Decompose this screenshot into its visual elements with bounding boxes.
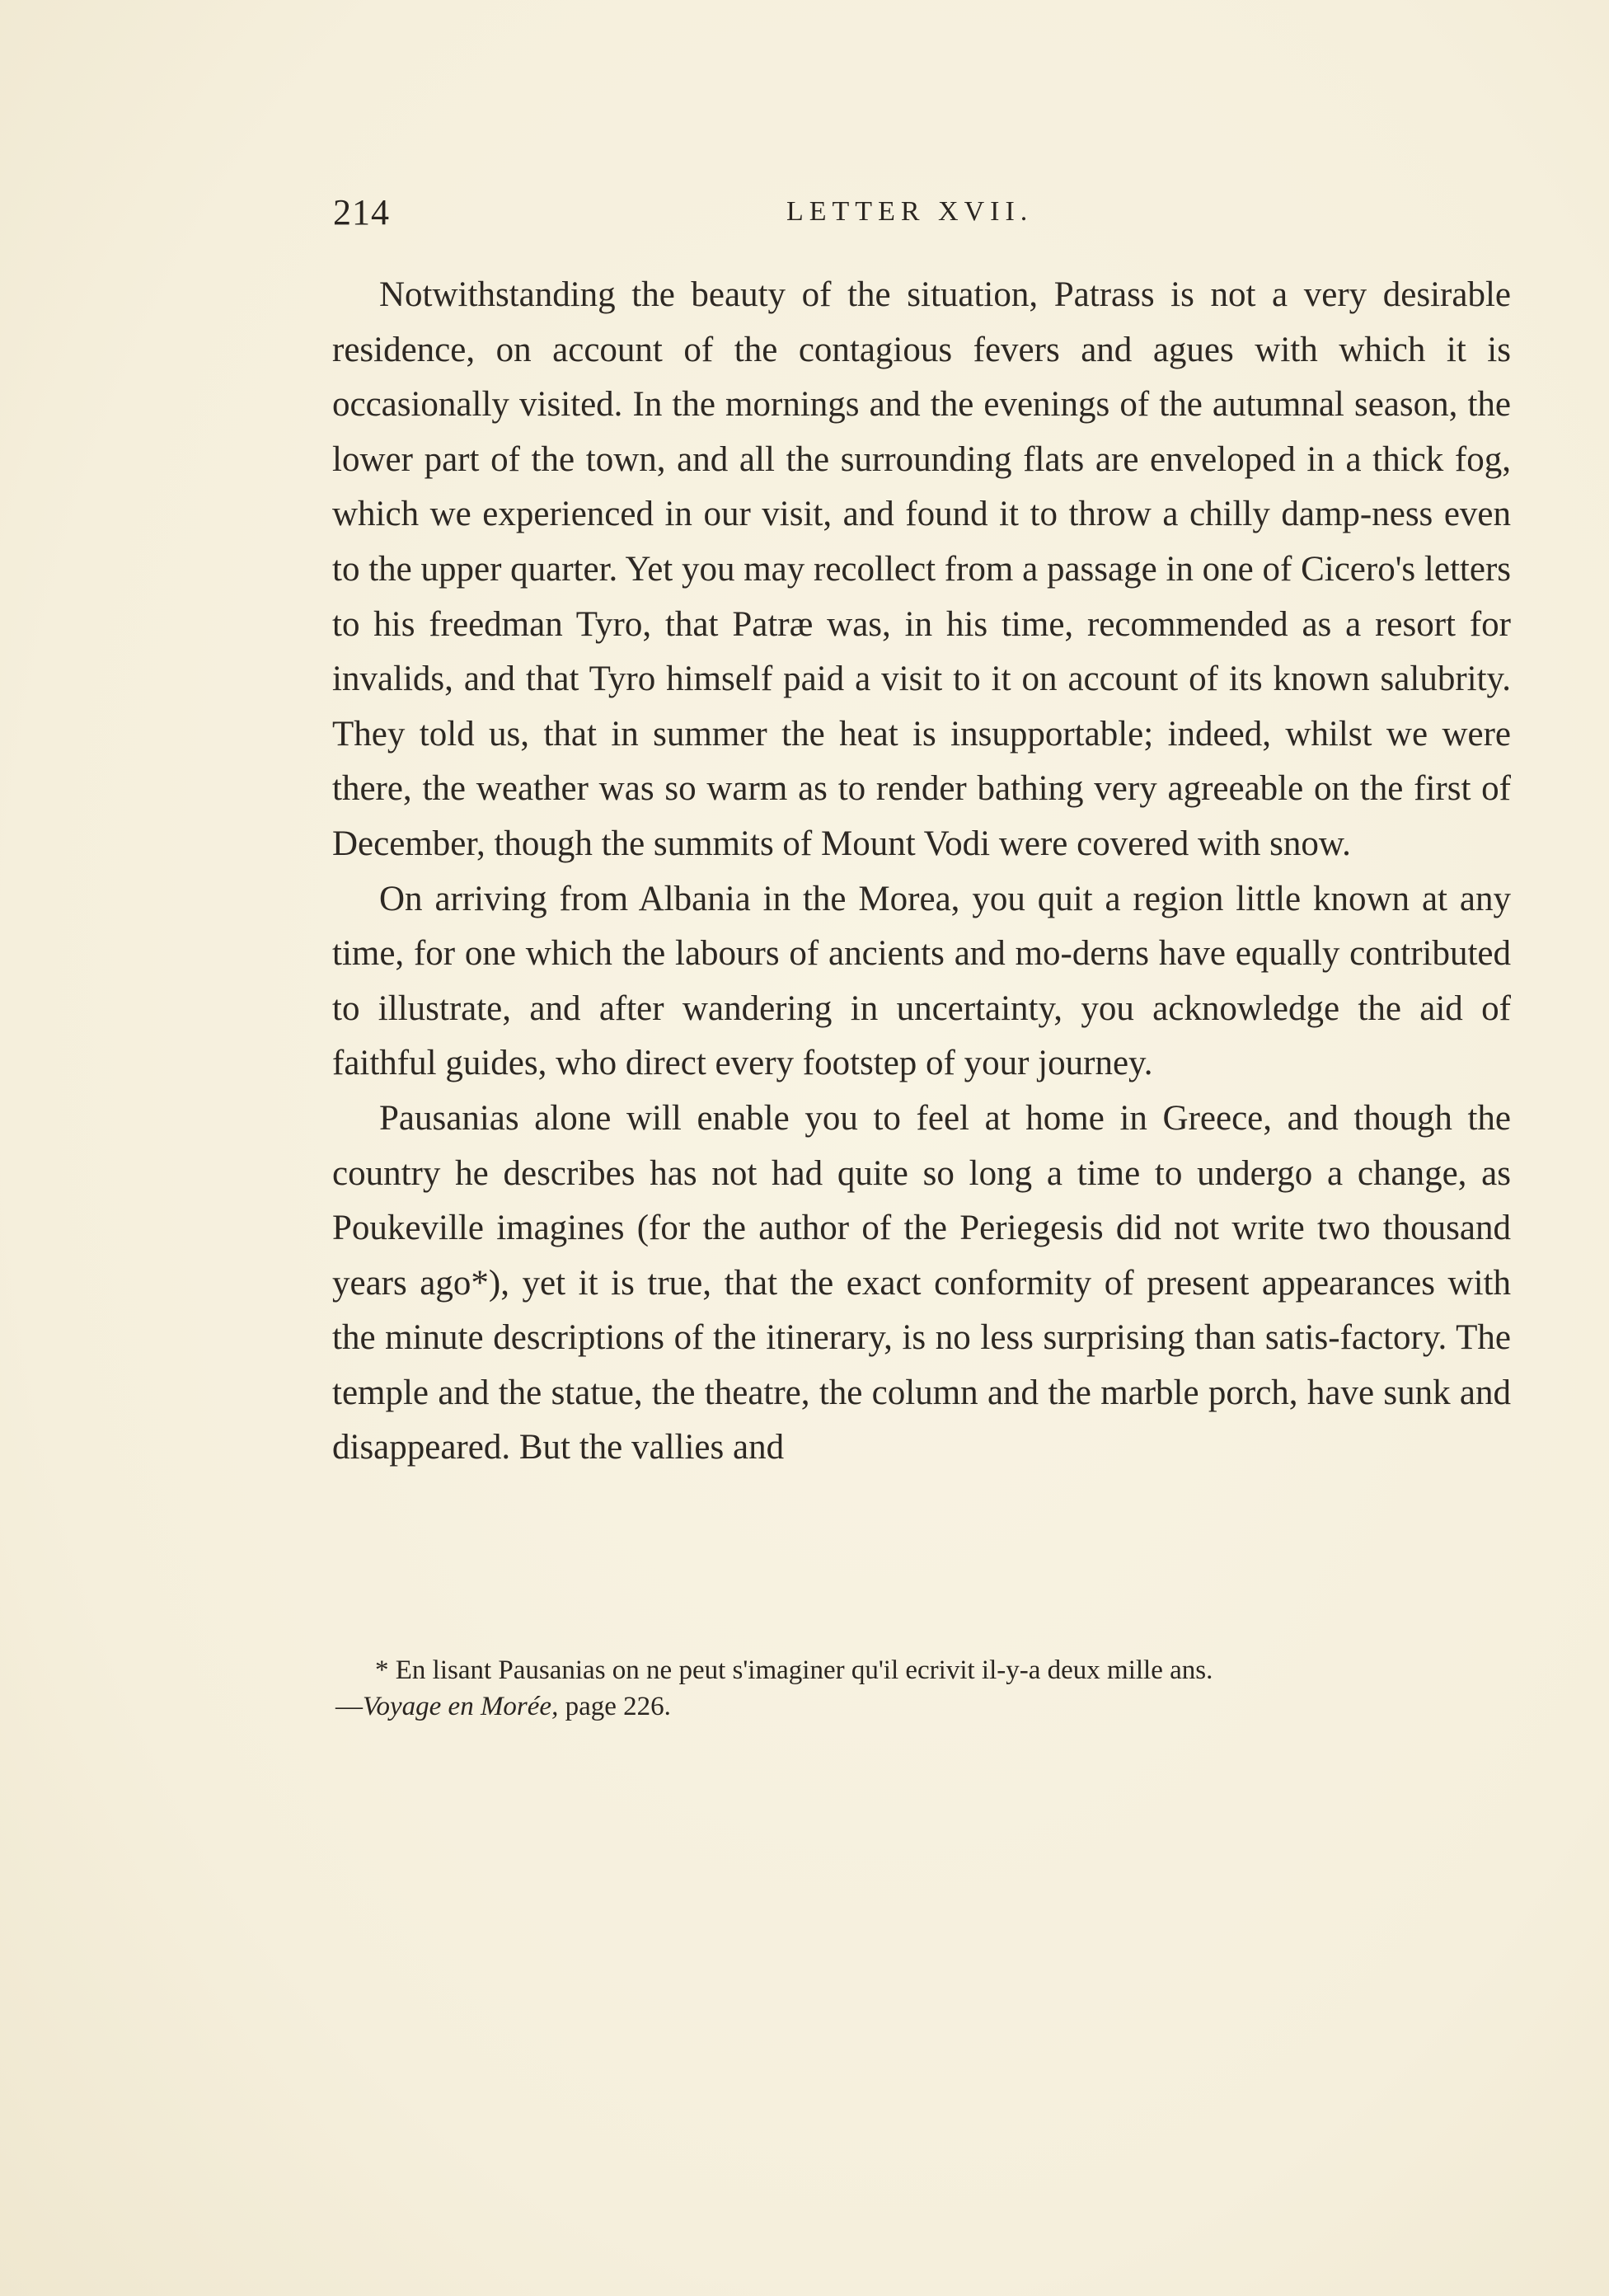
footnote-source-title: Voyage en Morée, [363,1692,559,1721]
footnote-reference [335,1688,1514,1725]
footnote-text-line [335,1652,1514,1688]
page-number: 214 [333,192,390,232]
paragraph: Pausanias alone will enable you to feel at home in Greece, and though the country he describes has not had quite so long a time to undergo a change, as Poukeville imagines (for the author of the Periegesis did not write two thousand years ago*), yet it is true, that the exact conformity of present appearances with the minute descriptions of the itinerary, is no less surprising than satis-factory. The temple and the statue, the theatre, the column and the marble porch, have sunk and disappeared. But the vallies and [332,1098,1511,1467]
running-head: LETTER XVII. [786,196,1034,227]
footnote-source-page: page 226. [565,1692,671,1721]
body-text [332,268,1511,1476]
page-header [333,191,1503,241]
footnote-marker: * [375,1655,389,1685]
footnote [335,1652,1514,1725]
footnote-dash: — [335,1692,363,1721]
paragraph: Notwithstanding the beauty of the situation, Patrass is not a very desirable residence, on account of the contagious fevers and agues with which it is occasionally visited. In the mornings and the evenings of the autumnal season, the lower part of the town, and all the surrounding flats are enveloped in a thick fog, which we experienced in our visit, and found it to throw a chilly damp-ness even to the upper quarter. Yet you may recollect from a passage in one of Cicero's letters to his freedman Tyro, that Patræ was, in his time, recommended as a resort for invalids, and that Tyro himself paid a visit to it on account of its known salubrity. They told us, that in summer the heat is insupportable; indeed, whilst we were there, the weather was so warm as to render bathing very agreeable on the first of December, though the summits of Mount Vodi were covered with snow. [332,275,1511,863]
paragraph: On arriving from Albania in the Morea, you quit a region little known at any time, for one which the labours of ancients and mo-derns have equally contributed to illustrate, and after wandering in uncertainty, you acknowledge the aid of faithful guides, who direct every footstep of your journey. [332,879,1511,1083]
footnote-quote: En lisant Pausanias on ne peut s'imaginer qu'il ecrivit il-y-a deux mille ans. [395,1655,1213,1685]
